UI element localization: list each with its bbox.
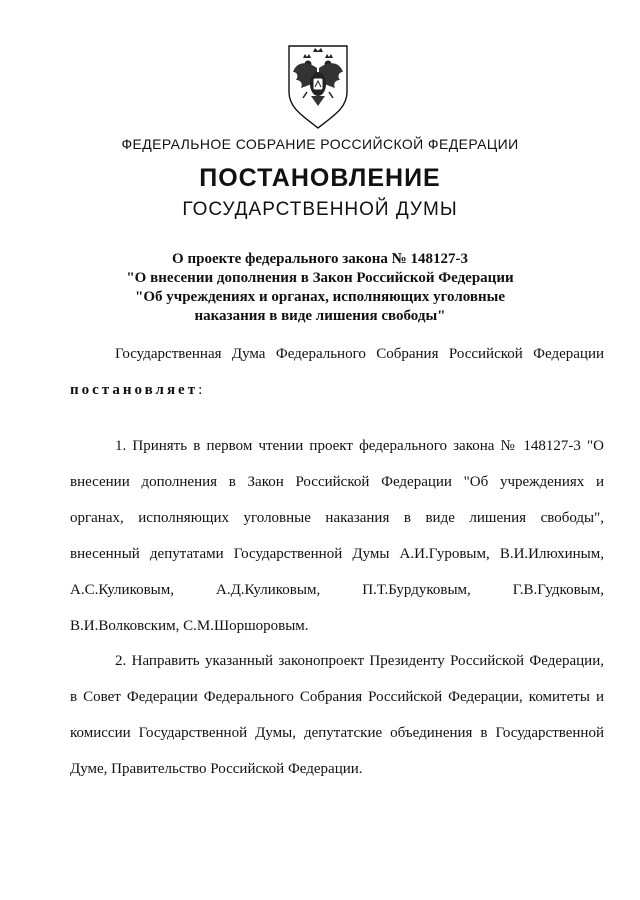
document-type: ПОСТАНОВЛЕНИЕ bbox=[199, 164, 441, 192]
paragraph-line: А.С.Куликовым, А.Д.Куликовым, П.Т.Бурдуковым, Г.В.Гудковым, bbox=[70, 582, 604, 598]
paragraph-line: В.И.Волковским, С.М.Шоршоровым. bbox=[70, 618, 309, 634]
subject-line: наказания в виде лишения свободы" bbox=[194, 308, 446, 324]
assembly-name: ФЕДЕРАЛЬНОЕ СОБРАНИЕ РОССИЙСКОЙ ФЕДЕРАЦИИ bbox=[121, 136, 519, 152]
paragraph-2 bbox=[70, 643, 604, 787]
paragraph-line: 1. Принять в первом чтении проект федерального закона № 148127-3 "О bbox=[115, 438, 604, 454]
paragraph-line: внесенный депутатами Государственной Думы А.И.Гуровым, В.И.Илюхиным, bbox=[70, 546, 604, 562]
subject-line: О проекте федерального закона № 148127-3 bbox=[172, 251, 468, 267]
russian-coat-of-arms-icon bbox=[283, 42, 353, 130]
resolution-subject bbox=[0, 250, 640, 326]
resolves-text: постановляет bbox=[70, 382, 199, 398]
resolves-word bbox=[70, 382, 202, 399]
resolves-colon: : bbox=[198, 382, 203, 398]
paragraph-line: 2. Направить указанный законопроект Президенту Российской Федерации, bbox=[115, 653, 604, 669]
preamble: Государственная Дума Федерального Собрания Российской Федерации bbox=[115, 346, 604, 362]
subject-line: "О внесении дополнения в Закон Российской Федерации bbox=[126, 270, 514, 286]
paragraph-line: в Совет Федерации Федерального Собрания Российской Федерации, комитеты и bbox=[70, 689, 604, 705]
document-issuer: ГОСУДАРСТВЕННОЙ ДУМЫ bbox=[182, 199, 458, 220]
paragraph-1 bbox=[70, 428, 604, 644]
paragraph-line: органах, исполняющих уголовные наказания в виде лишения свободы", bbox=[70, 510, 604, 526]
paragraph-line: комиссии Государственной Думы, депутатские объединения в Государственной bbox=[70, 725, 604, 741]
paragraph-line: Думе, Правительство Российской Федерации. bbox=[70, 761, 363, 777]
subject-line: "Об учреждениях и органах, исполняющих уголовные bbox=[135, 289, 505, 305]
paragraph-line: внесении дополнения в Закон Российской Федерации "Об учреждениях и bbox=[70, 474, 604, 490]
